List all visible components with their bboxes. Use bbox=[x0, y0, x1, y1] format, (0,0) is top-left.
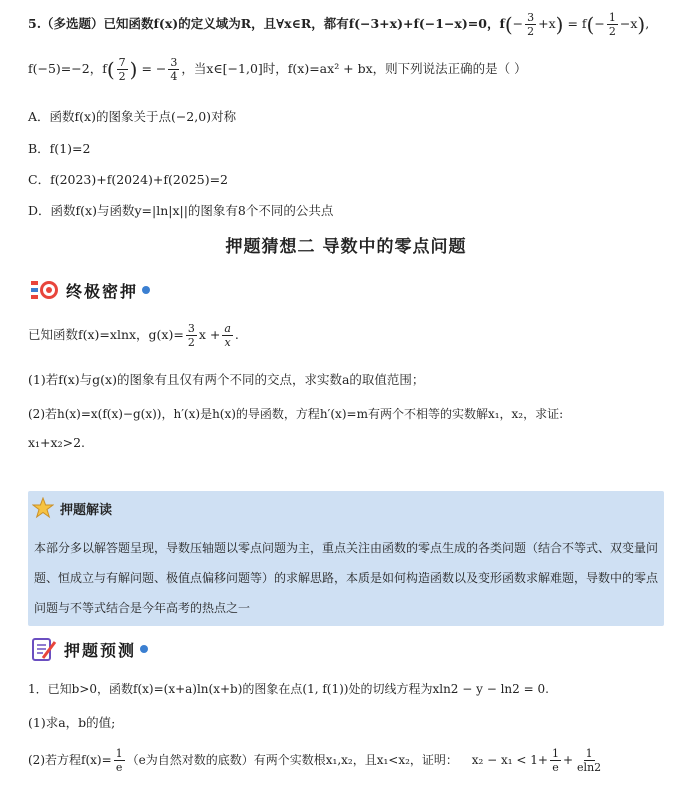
analysis-body: 本部分多以解答题呈现，导数压轴题以零点问题为主，重点关注由函数的零点生成的各类问题（结合不等式、双变量问题、恒成立与有解问题、极值点偏移问题等）的求解思路，本质是如何构造函数以及变形函数求解难题，导数中的零点问题与不等式结合是今年高考的热点之一 bbox=[34, 541, 659, 615]
p2-frac2: $\frac{1}{e}$ bbox=[551, 747, 559, 774]
p1-part2: (2)若h(x)=x(f(x)−g(x))，h′(x)是h(x)的导函数，方程h′(x)=m有两个不相等的实数解x₁，x₂，求证: bbox=[28, 407, 564, 421]
analysis-title: 押题解读 bbox=[60, 502, 113, 518]
p1-frac1: $\frac{3}{2}$ bbox=[187, 322, 195, 349]
banner1-label: 终极密押 bbox=[66, 281, 139, 301]
q5-line1-text: 5.（多选题）已知函数f(x)的定义域为R，且∀x∈R，都有f(−3+x)+f(−1−x)=0，f bbox=[28, 16, 505, 31]
bullet-dot-icon bbox=[142, 286, 150, 294]
q5-option-b: B．f(1)=2 bbox=[28, 141, 91, 156]
q5-line1: 5.（多选题）已知函数f(x)的定义域为R，且∀x∈R，都有f(−3+x)+f(−1−x)=0，f(− $\frac{3}{2}$ +x) = f(− $\frac{1}{2}$ −x), bbox=[28, 11, 650, 38]
p1-part1: (1)若f(x)与g(x)的图象有且仅有两个不同的交点，求实数a的取值范围； bbox=[28, 372, 425, 387]
q5-option-a: A．函数f(x)的图象关于点(−2,0)对称 bbox=[28, 109, 237, 124]
p1-frac2: $\frac{a}{x}$ bbox=[224, 322, 231, 349]
q5-frac3: $\frac{7}{2}$ bbox=[118, 56, 126, 83]
q5-frac1: $\frac{3}{2}$ bbox=[527, 11, 535, 38]
star-icon bbox=[32, 497, 54, 519]
target-icon bbox=[30, 277, 60, 303]
q5-option-c: C．f(2023)+f(2024)+f(2025)=2 bbox=[28, 172, 229, 187]
notepad-pencil-icon bbox=[30, 636, 58, 662]
p2-part1: (1)求a，b的值; bbox=[28, 715, 116, 730]
p1-part2-conclusion: x₁+x₂>2. bbox=[28, 435, 85, 450]
p2-frac1: $\frac{1}{e}$ bbox=[115, 747, 123, 774]
analysis-header bbox=[32, 497, 112, 519]
bullet-dot-icon bbox=[140, 645, 148, 653]
section-title: 押题猜想二 导数中的零点问题 bbox=[225, 237, 467, 257]
p2-part2: (2)若方程f(x)= $\frac{1}{e}$ （e为自然对数的底数）有两个实数根x₁,x₂，且x₁<x₂，证明： x₂ − x₁ < 1+ $\frac{1}{e}$ + $\frac{1}{eln2}$ bbox=[28, 747, 602, 774]
banner-final-prediction bbox=[30, 275, 150, 305]
p2-line1: 1．已知b>0，函数f(x)=(x+a)ln(x+b)的图象在点(1, f(1))处的切线方程为xln2 − y − ln2 = 0. bbox=[28, 682, 549, 696]
q5-option-d: D．函数f(x)与函数y=|ln|x||的图象有8个不同的公共点 bbox=[28, 203, 334, 218]
banner2-label: 押题预测 bbox=[64, 640, 137, 660]
q5-line2: f(−5)=−2，f( $\frac{7}{2}$ ) = − $\frac{3}{4}$ ，当x∈[−1,0]时，f(x)=ax² + bx，则下列说法正确的是（ ） bbox=[28, 56, 527, 83]
p2-frac3: $\frac{1}{eln2}$ bbox=[577, 747, 602, 774]
q5-frac2: $\frac{1}{2}$ bbox=[608, 11, 616, 38]
p1-given: 已知函数f(x)=xlnx，g(x)= $\frac{3}{2}$ x + $\frac{a}{x}$ . bbox=[28, 322, 239, 349]
banner-prediction bbox=[30, 634, 148, 664]
analysis-box bbox=[28, 491, 664, 626]
q5-frac4: $\frac{3}{4}$ bbox=[170, 56, 178, 83]
